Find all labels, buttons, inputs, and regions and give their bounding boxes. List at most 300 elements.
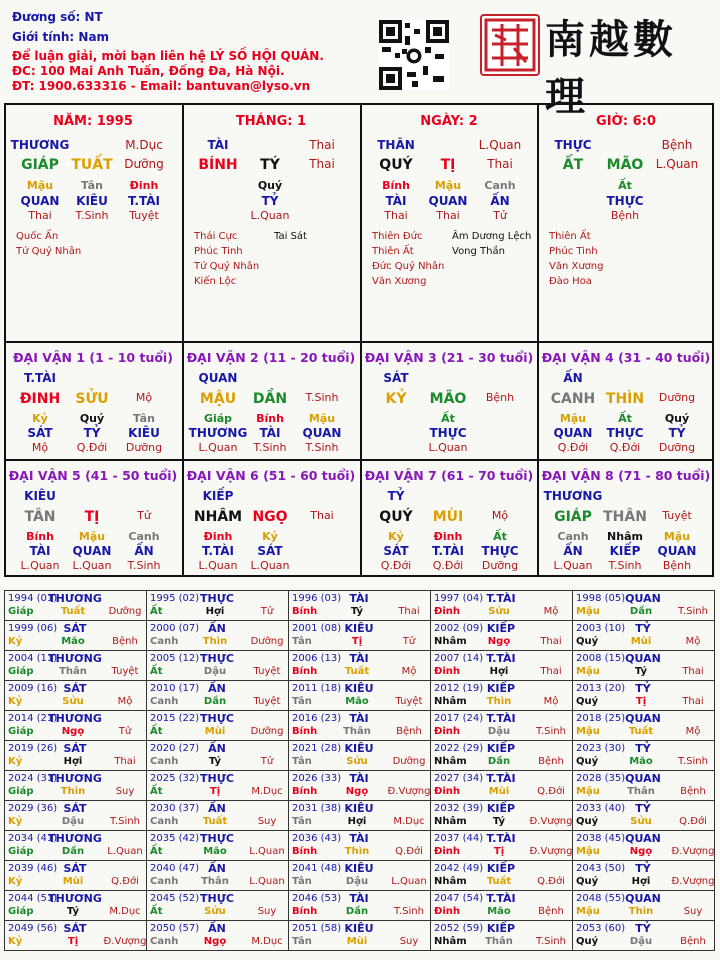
year-stem: Mậu <box>576 906 600 917</box>
table-row <box>5 741 714 771</box>
year-branch: Sửu <box>346 756 368 767</box>
ten-god: THỰC <box>554 138 592 152</box>
year-ten-god: ẤN <box>208 622 226 635</box>
year-branch: Tuất <box>202 816 228 827</box>
year-cell <box>289 741 431 770</box>
year-stem: Tân <box>292 936 312 947</box>
year-life-stage: Tử <box>402 636 416 647</box>
star-item: Thiên Ất <box>372 246 414 257</box>
year-label: 2025 (32) <box>150 773 200 784</box>
year-ten-god: SÁT <box>63 622 87 635</box>
year-branch: Thìn <box>628 906 654 917</box>
year-cell <box>573 741 714 770</box>
year-cell <box>147 771 289 800</box>
year-ten-god: KIÊU <box>344 922 374 935</box>
year-cell <box>5 861 147 890</box>
life-stage: Mộ <box>135 391 153 404</box>
year-ten-god: TỶ <box>635 622 651 635</box>
year-branch: Mão <box>203 846 227 857</box>
year-stem: Ất <box>150 786 163 797</box>
year-ten-god: TỶ <box>635 682 651 695</box>
year-ten-god: THỰC <box>200 892 234 905</box>
year-label: 2033 (40) <box>576 803 626 814</box>
year-label: 1994 (01) <box>8 593 58 604</box>
year-label: 2034 (41) <box>8 833 58 844</box>
year-stem: Canh <box>150 696 179 707</box>
year-cell <box>431 651 573 680</box>
year-stem: Kỷ <box>8 696 23 707</box>
hidden-god: KIÊU <box>76 194 108 208</box>
year-stem: Canh <box>150 876 179 887</box>
year-branch: Thìn <box>60 786 86 797</box>
year-stem: Quý <box>576 816 599 827</box>
year-life-stage: M.Dục <box>109 906 141 917</box>
table-row <box>5 801 714 831</box>
year-branch: Thìn <box>344 846 370 857</box>
year-life-stage: Suy <box>399 936 419 947</box>
table-row <box>5 651 714 681</box>
dai-van-1 <box>6 343 180 459</box>
year-ten-god: TÀI <box>349 772 369 785</box>
year-label: 2013 (20) <box>576 683 626 694</box>
star-item: Thiên Đức <box>372 231 423 242</box>
year-life-stage: Q.Đới <box>395 846 423 857</box>
year-branch: Dậu <box>203 666 227 677</box>
year-branch: Thân <box>485 936 513 947</box>
year-ten-god: THƯƠNG <box>48 652 102 665</box>
year-life-stage: Thai <box>540 636 562 647</box>
table-row <box>5 591 714 621</box>
hidden-stem: Đinh <box>203 530 233 543</box>
year-branch: Tị <box>209 786 221 797</box>
stem-branch: GIÁP <box>554 509 592 525</box>
year-life-stage: Mộ <box>117 696 133 707</box>
year-branch: Hợi <box>489 666 509 677</box>
year-stem: Quý <box>576 636 599 647</box>
year-cell <box>5 591 147 620</box>
year-label: 2036 (43) <box>292 833 342 844</box>
star-item: Đức Quý Nhân <box>372 261 445 272</box>
year-ten-god: T.TÀI <box>486 652 516 665</box>
hidden-god: T.TÀI <box>128 194 160 208</box>
year-branch: Mùi <box>62 876 84 887</box>
year-life-stage: Tuyệt <box>253 666 281 677</box>
star-item: Thiên Ất <box>549 231 591 242</box>
year-ten-god: T.TÀI <box>486 712 516 725</box>
year-cell <box>431 681 573 710</box>
star-item: Tai Sát <box>274 231 307 242</box>
year-label: 2006 (13) <box>292 653 342 664</box>
year-stem: Mậu <box>576 846 600 857</box>
year-ten-god: TỶ <box>635 742 651 755</box>
year-label: 2002 (09) <box>434 623 484 634</box>
year-label: 2011 (18) <box>292 683 342 694</box>
table-row <box>5 711 714 741</box>
year-life-stage: L.Quan <box>249 876 285 887</box>
year-ten-god: TÀI <box>349 892 369 905</box>
year-ten-god: THỰC <box>200 652 234 665</box>
year-stem: Nhâm <box>434 756 467 767</box>
year-branch: Sửu <box>488 606 510 617</box>
year-stem: Ất <box>150 906 163 917</box>
year-label: 1995 (02) <box>150 593 200 604</box>
stem-branch: THÂN <box>603 509 647 525</box>
year-stem: Giáp <box>8 726 34 737</box>
year-label: 2040 (47) <box>150 863 200 874</box>
year-life-stage: Tử <box>260 756 274 767</box>
year-label: 2019 (26) <box>8 743 58 754</box>
hidden-life: Q.Đới <box>76 441 108 454</box>
year-branch: Hợi <box>205 606 225 617</box>
year-branch: Tuất <box>344 666 370 677</box>
hidden-god: ẤN <box>490 194 510 208</box>
year-cell <box>5 771 147 800</box>
year-branch: Hợi <box>63 756 83 767</box>
hidden-stem: Canh <box>557 530 589 543</box>
hidden-life: Dưỡng <box>658 441 696 454</box>
hidden-god: THỰC <box>606 194 644 208</box>
dai-van-title: ĐẠI VẬN 1 (1 - 10 tuổi) <box>13 350 173 365</box>
hidden-god: SÁT <box>383 544 409 558</box>
year-label: 2003 (10) <box>576 623 626 634</box>
year-life-stage: L.Quan <box>391 876 427 887</box>
year-life-stage: T.Sinh <box>536 726 566 737</box>
star-item: Quốc Ấn <box>16 231 59 242</box>
year-cell <box>147 621 289 650</box>
ten-god: Bệnh <box>661 138 693 152</box>
ten-god: M.Dục <box>125 138 163 152</box>
year-stem: Kỷ <box>8 816 23 827</box>
hidden-god: QUAN <box>20 194 60 208</box>
year-cell <box>289 921 431 950</box>
year-branch: Tý <box>492 816 506 827</box>
year-branch: Tị <box>67 936 79 947</box>
hidden-life: L.Quan <box>198 559 238 572</box>
year-label: 2038 (45) <box>576 833 626 844</box>
year-ten-god: KIẾP <box>486 742 516 755</box>
year-ten-god: KIẾP <box>486 862 516 875</box>
hidden-stem: Kỷ <box>388 530 404 543</box>
year-life-stage: Bệnh <box>680 786 706 797</box>
life-stage: Dưỡng <box>124 157 164 171</box>
hidden-stem: Mậu <box>559 412 587 425</box>
year-label: 2031 (38) <box>292 803 342 814</box>
year-ten-god: TÀI <box>349 592 369 605</box>
year-branch: Mão <box>487 906 511 917</box>
year-label: 2028 (35) <box>576 773 626 784</box>
year-label: 1999 (06) <box>8 623 58 634</box>
year-label: 1998 (05) <box>576 593 626 604</box>
hidden-stem: Ất <box>618 412 632 425</box>
pillar-3 <box>539 105 713 341</box>
year-label: 2043 (50) <box>576 863 626 874</box>
hidden-god: T.TÀI <box>202 544 234 558</box>
year-cell <box>5 801 147 830</box>
stem-branch: ĐINH <box>19 391 61 407</box>
year-branch: Dần <box>345 906 369 917</box>
hidden-stem: Canh <box>484 179 516 192</box>
hidden-god: QUAN <box>72 544 112 558</box>
year-ten-god: THỰC <box>200 772 234 785</box>
hidden-god: TỶ <box>668 426 686 440</box>
life-stage: T.Sinh <box>305 391 339 404</box>
year-cell <box>431 891 573 920</box>
year-label: 2049 (56) <box>8 923 58 934</box>
hidden-stem: Nhâm <box>607 530 643 543</box>
stem-branch: SỬU <box>75 391 109 407</box>
year-life-stage: Suy <box>115 786 135 797</box>
ten-god: SÁT <box>383 371 409 385</box>
year-ten-god: THƯƠNG <box>48 712 102 725</box>
year-cell <box>147 591 289 620</box>
brand-title: 南越數理 <box>545 16 677 120</box>
year-branch: Dần <box>61 846 85 857</box>
year-label: 2001 (08) <box>292 623 342 634</box>
dai-van-title: ĐẠI VẬN 7 (61 - 70 tuổi) <box>364 468 534 483</box>
hidden-stem: Kỷ <box>262 530 278 543</box>
hidden-stem: Quý <box>79 412 105 425</box>
year-stem: Đinh <box>434 606 461 617</box>
year-ten-god: T.TÀI <box>486 892 516 905</box>
year-label: 2023 (30) <box>576 743 626 754</box>
hidden-god: THỰC <box>606 426 644 440</box>
hidden-stem: Mậu <box>663 530 691 543</box>
year-ten-god: THƯƠNG <box>48 832 102 845</box>
year-cell <box>573 831 714 860</box>
dai-van-title: ĐẠI VẬN 6 (51 - 60 tuổi) <box>186 468 356 483</box>
year-cell <box>147 681 289 710</box>
pillar-title: NGÀY: 2 <box>420 114 478 129</box>
stem-branch: MÃO <box>429 391 467 407</box>
year-branch: Hợi <box>347 816 367 827</box>
year-branch: Mão <box>61 636 85 647</box>
owner-name: Đương số: NT <box>12 10 103 24</box>
year-stem: Tân <box>292 816 312 827</box>
year-cell <box>431 591 573 620</box>
year-life-stage: Suy <box>257 816 277 827</box>
year-cell <box>147 801 289 830</box>
hidden-stem: Tân <box>81 179 103 192</box>
year-stem: Canh <box>150 936 179 947</box>
table-row <box>5 921 714 950</box>
year-branch: Dậu <box>345 876 369 887</box>
year-branch: Mão <box>345 696 369 707</box>
hidden-stem: Mậu <box>26 179 54 192</box>
hidden-life: L.Quan <box>428 441 468 454</box>
ten-god: T.TÀI <box>24 371 56 385</box>
hidden-god: QUAN <box>553 426 593 440</box>
year-cell <box>289 711 431 740</box>
year-label: 2039 (46) <box>8 863 58 874</box>
year-branch: Dậu <box>61 816 85 827</box>
year-stem: Đinh <box>434 906 461 917</box>
year-stem: Bính <box>292 666 318 677</box>
star-item: Phúc Tinh <box>549 246 598 257</box>
hidden-life: L.Quan <box>198 441 238 454</box>
stem-branch: MÙI <box>432 509 464 525</box>
year-ten-god: T.TÀI <box>486 772 516 785</box>
year-label: 2029 (36) <box>8 803 58 814</box>
stem-branch: NGỌ <box>252 509 288 525</box>
year-ten-god: QUAN <box>625 832 661 845</box>
year-branch: Sửu <box>204 906 226 917</box>
year-life-stage: Thai <box>398 606 420 617</box>
pillar-0 <box>6 105 180 341</box>
hidden-god: TÀI <box>29 544 51 558</box>
year-label: 2008 (15) <box>576 653 626 664</box>
year-life-stage: Đ.Vượng <box>671 876 715 887</box>
year-ten-god: ẤN <box>208 862 226 875</box>
year-ten-god: KIÊU <box>344 742 374 755</box>
hidden-stem: Quý <box>257 179 283 192</box>
table-row <box>5 891 714 921</box>
year-stem: Bính <box>292 846 318 857</box>
year-branch: Ngọ <box>487 636 511 647</box>
year-ten-god: QUAN <box>625 652 661 665</box>
year-cell <box>289 861 431 890</box>
hidden-stem: Đinh <box>129 179 159 192</box>
hidden-life: L.Quan <box>20 559 60 572</box>
life-stage: L.Quan <box>655 157 699 171</box>
year-life-stage: Mộ <box>543 696 559 707</box>
year-cell <box>289 651 431 680</box>
year-life-stage: Thai <box>682 666 704 677</box>
hidden-stem: Kỷ <box>32 412 48 425</box>
life-stage: Dưỡng <box>658 391 696 404</box>
hidden-god: TÀI <box>385 194 407 208</box>
year-ten-god: TÀI <box>349 652 369 665</box>
stem-branch: ẤT <box>562 157 584 173</box>
year-branch: Ngọ <box>629 846 653 857</box>
year-ten-god: QUAN <box>625 592 661 605</box>
year-cell <box>147 741 289 770</box>
year-ten-god: TỶ <box>635 922 651 935</box>
year-label: 2042 (49) <box>434 863 484 874</box>
hidden-life: L.Quan <box>72 559 112 572</box>
year-ten-god: SÁT <box>63 922 87 935</box>
year-stem: Mậu <box>576 786 600 797</box>
hidden-life: Q.Đới <box>432 559 464 572</box>
hidden-stem: Bính <box>256 412 284 425</box>
year-life-stage: Q.Đới <box>679 816 707 827</box>
dai-van-2 <box>184 343 358 459</box>
hidden-god: ẤN <box>134 544 154 558</box>
year-branch: Mùi <box>630 636 652 647</box>
year-label: 2017 (24) <box>434 713 484 724</box>
dai-van-title: ĐẠI VẬN 3 (21 - 30 tuổi) <box>364 350 534 365</box>
year-stem: Nhâm <box>434 816 467 827</box>
ten-god: THÂN <box>377 138 415 152</box>
year-label: 2032 (39) <box>434 803 484 814</box>
year-label: 2016 (23) <box>292 713 342 724</box>
hidden-god: QUAN <box>302 426 342 440</box>
hidden-god: ẤN <box>563 544 583 558</box>
year-label: 2000 (07) <box>150 623 200 634</box>
year-branch: Ngọ <box>61 726 85 737</box>
stem-branch: TÂN <box>24 509 56 525</box>
year-ten-god: THỰC <box>200 712 234 725</box>
ten-god: TỶ <box>387 489 405 503</box>
ten-god: KIẾP <box>202 489 234 503</box>
year-stem: Bính <box>292 606 318 617</box>
hidden-stem: Mậu <box>78 530 106 543</box>
stem-branch: MÃO <box>606 157 644 173</box>
year-label: 2052 (59) <box>434 923 484 934</box>
life-stage: Bệnh <box>485 391 515 404</box>
year-stem: Giáp <box>8 786 34 797</box>
year-branch: Tị <box>351 636 363 647</box>
pillar-title: GIỜ: 6:0 <box>596 114 656 129</box>
hidden-god: THƯƠNG <box>188 426 248 440</box>
year-ten-god: T.TÀI <box>486 592 516 605</box>
hidden-life: T.Sinh <box>75 209 109 222</box>
gender: Giới tính: Nam <box>12 30 110 44</box>
star-item: Đào Hoa <box>549 276 592 287</box>
dai-van-title: ĐẠI VẬN 2 (11 - 20 tuổi) <box>186 350 356 365</box>
year-stem: Giáp <box>8 606 34 617</box>
table-row <box>5 861 714 891</box>
year-ten-god: TỶ <box>635 862 651 875</box>
stem-branch: QUÝ <box>379 157 413 173</box>
year-cell <box>289 591 431 620</box>
year-label: 1997 (04) <box>434 593 484 604</box>
ten-god: TÀI <box>207 138 229 152</box>
year-cell <box>147 651 289 680</box>
year-stem: Mậu <box>576 726 600 737</box>
stem-branch: QUÝ <box>379 509 413 525</box>
year-life-stage: Đ.Vượng <box>103 936 147 947</box>
hidden-stem: Mậu <box>308 412 336 425</box>
year-life-stage: Q.Đới <box>537 876 565 887</box>
year-ten-god: QUAN <box>625 772 661 785</box>
hidden-life: Thai <box>28 209 52 222</box>
year-branch: Tý <box>350 606 364 617</box>
year-life-stage: Dưỡng <box>250 636 284 647</box>
year-cell <box>5 741 147 770</box>
pillar-2 <box>362 105 536 341</box>
year-ten-god: THỰC <box>200 832 234 845</box>
year-cell <box>289 621 431 650</box>
hidden-life: L.Quan <box>250 559 290 572</box>
hidden-life: Tuyệt <box>129 209 159 222</box>
year-life-stage: Mộ <box>543 606 559 617</box>
year-label: 2009 (16) <box>8 683 58 694</box>
year-label: 2050 (57) <box>150 923 200 934</box>
pillar-title: THÁNG: 1 <box>235 114 307 129</box>
stem-branch: MẬU <box>199 391 237 407</box>
year-stem: Mậu <box>576 666 600 677</box>
table-row <box>5 681 714 711</box>
year-branch: Tị <box>493 846 505 857</box>
year-stem: Quý <box>576 696 599 707</box>
year-cell <box>5 921 147 950</box>
year-label: 2045 (52) <box>150 893 200 904</box>
year-label: 2021 (28) <box>292 743 342 754</box>
stem-branch: TUẤT <box>71 157 113 173</box>
year-cell <box>147 831 289 860</box>
stem-branch: GIÁP <box>21 157 59 173</box>
year-branch: Thân <box>201 876 229 887</box>
hidden-god: KIẾP <box>609 544 641 558</box>
dai-van-7 <box>362 461 536 577</box>
year-branch: Mão <box>629 756 653 767</box>
year-stem: Tân <box>292 876 312 887</box>
hidden-god: TỶ <box>261 194 279 208</box>
year-life-stage: Tuyệt <box>253 696 281 707</box>
year-cell <box>431 801 573 830</box>
hidden-life: Q.Đới <box>557 441 589 454</box>
dai-van-title: ĐẠI VẬN 4 (31 - 40 tuổi) <box>541 350 711 365</box>
